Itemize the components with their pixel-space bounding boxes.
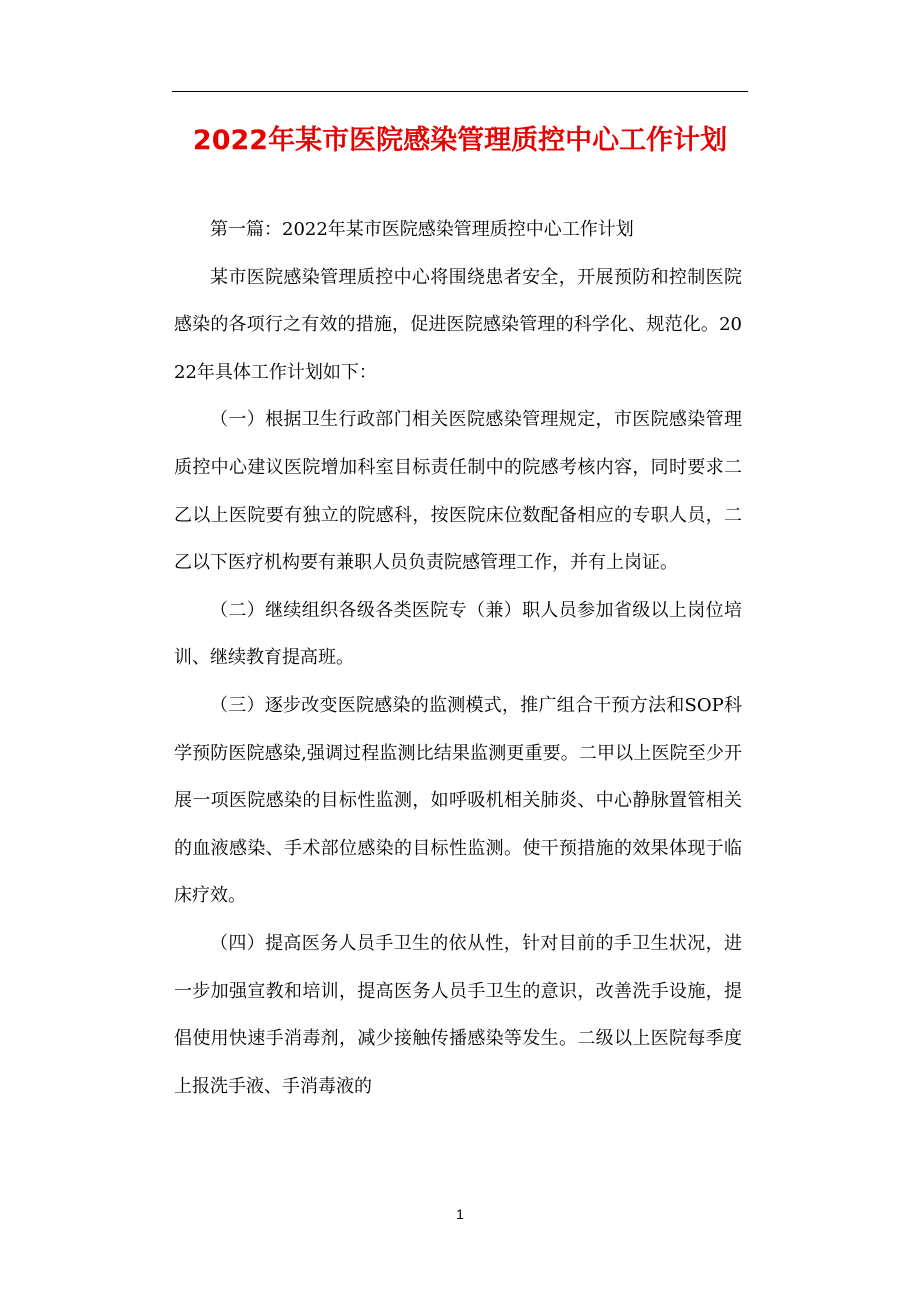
document-title: 2022年某市医院感染管理质控中心工作计划	[192, 125, 728, 156]
paragraph-intro: 某市医院感染管理质控中心将围绕患者安全，开展预防和控制医院感染的各项行之有效的措施，促进医院感染管理的科学化、规范化。2022年具体工作计划如下：	[174, 266, 742, 383]
paragraph-item-4: （四）提高医务人员手卫生的依从性，针对目前的手卫生状况，进一步加强宣教和培训，提高医务人员手卫生的意识，改善洗手设施，提倡使用快速手消毒剂，减少接触传播感染等发生。二级以上医院每季度上报洗手液、手消毒液的	[174, 932, 742, 1097]
paragraph-item-2: （二）继续组织各级各类医院专（兼）职人员参加省级以上岗位培训、继续教育提高班。	[174, 599, 742, 669]
paragraph-section-heading: 第一篇：2022年某市医院感染管理质控中心工作计划	[210, 219, 634, 240]
header-rule	[172, 91, 748, 92]
paragraph-item-1: （一）根据卫生行政部门相关医院感染管理规定，市医院感染管理质控中心建议医院增加科室目标责任制中的院感考核内容，同时要求二乙以上医院要有独立的院感科，按医院床位数配备相应的专职人员，二乙以下医疗机构要有兼职人员负责院感管理工作，并有上岗证。	[174, 409, 742, 574]
page-number: 1	[456, 1206, 464, 1222]
paragraph-item-3: （三）逐步改变医院感染的监测模式，推广组合干预方法和SOP科学预防医院感染,强调过程监测比结果监测更重要。二甲以上医院至少开展一项医院感染的目标性监测，如呼吸机相关肺炎、中心静脉置管相关的血液感染、手术部位感染的目标性监测。使干预措施的效果体现于临床疗效。	[174, 694, 742, 907]
document-body	[174, 206, 742, 1110]
